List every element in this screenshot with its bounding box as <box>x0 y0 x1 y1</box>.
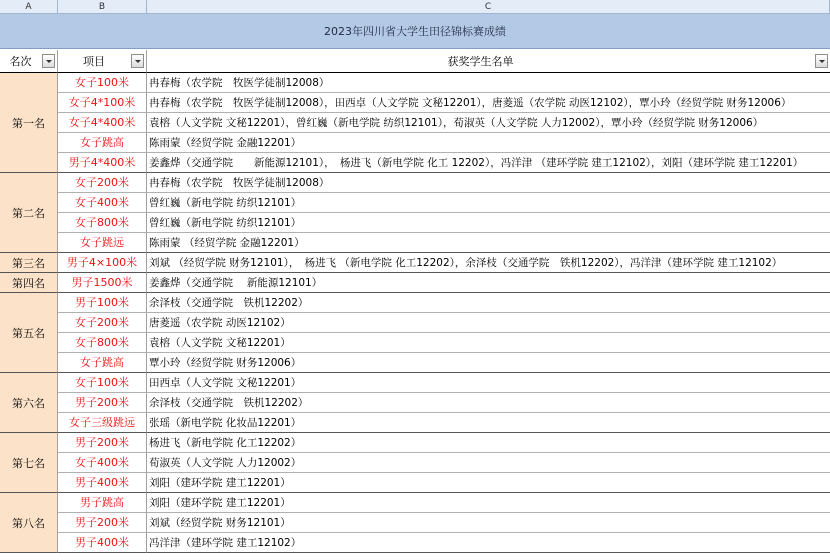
names-cell[interactable]: 姜鑫烨（交通学院 新能源12101） <box>147 273 830 293</box>
event-cell[interactable]: 女子4*400米 <box>58 113 147 133</box>
names-cell[interactable]: 刘阳（建环学院 建工12201） <box>147 473 830 493</box>
event-cell[interactable]: 男子200米 <box>58 433 147 453</box>
event-cell[interactable]: 女子跳高 <box>58 133 147 153</box>
event-cell[interactable]: 女子800米 <box>58 333 147 353</box>
names-cell[interactable]: 曾红巍（新电学院 纺织12101） <box>147 193 830 213</box>
names-cell[interactable]: 冉春梅（农学院 牧医学徒制12008） <box>147 73 830 93</box>
header-event[interactable] <box>58 50 147 73</box>
event-cell[interactable]: 女子200米 <box>58 313 147 333</box>
event-cell[interactable]: 男子4*400米 <box>58 153 147 173</box>
event-cell[interactable]: 女子跳高 <box>58 353 147 373</box>
rank-cell[interactable]: 第七名 <box>0 433 58 493</box>
names-cell[interactable]: 冉春梅（农学院 牧医学徒制12008），田西卓（人文学院 文秘12201），唐菱遥（农学院 动医12102），覃小玲（经贸学院 财务12006） <box>147 93 830 113</box>
rank-cell[interactable]: 第二名 <box>0 173 58 253</box>
event-cell[interactable]: 男子100米 <box>58 293 147 313</box>
names-cell[interactable]: 刘斌（经贸学院 财务12101） <box>147 513 830 533</box>
rank-cell[interactable]: 第四名 <box>0 273 58 293</box>
names-cell[interactable]: 袁榕（人文学院 文秘12201），曾红巍（新电学院 纺织12101），荀淑英（人文学院 人力12002），覃小玲（经贸学院 财务12006） <box>147 113 830 133</box>
names-cell[interactable]: 余泽枝（交通学院 铁机12202） <box>147 393 830 413</box>
names-cell[interactable]: 唐菱遥（农学院 动医12102） <box>147 313 830 333</box>
event-cell[interactable]: 女子4*100米 <box>58 93 147 113</box>
event-cell[interactable]: 男子400米 <box>58 533 147 553</box>
event-cell[interactable]: 男子跳高 <box>58 493 147 513</box>
names-cell[interactable]: 田西卓（人文学院 文秘12201） <box>147 373 830 393</box>
column-header-c[interactable]: C <box>147 0 830 14</box>
event-cell[interactable]: 女子三级跳远 <box>58 413 147 433</box>
rank-cell[interactable]: 第一名 <box>0 73 58 173</box>
column-header-b[interactable]: B <box>58 0 147 14</box>
names-cell[interactable]: 陈雨蒙（经贸学院 金融12201） <box>147 133 830 153</box>
rank-cell[interactable]: 第三名 <box>0 253 58 273</box>
filter-dropdown-icon[interactable] <box>815 54 828 68</box>
event-cell[interactable]: 男子4×100米 <box>58 253 147 273</box>
rank-cell[interactable]: 第五名 <box>0 293 58 373</box>
names-cell[interactable]: 姜鑫烨（交通学院 新能源12101）， 杨进飞（新电学院 化工 12202），冯洋津 （建环学院 建工12102），刘阳（建环学院 建工12201） <box>147 153 830 173</box>
names-cell[interactable]: 余泽枝（交通学院 铁机12202） <box>147 293 830 313</box>
header-event-label: 项目 <box>83 55 105 68</box>
event-cell[interactable]: 男子400米 <box>58 473 147 493</box>
names-cell[interactable]: 杨进飞（新电学院 化工12202） <box>147 433 830 453</box>
filter-dropdown-icon[interactable] <box>131 54 144 68</box>
names-cell[interactable]: 荀淑英（人文学院 人力12002） <box>147 453 830 473</box>
event-cell[interactable]: 女子400米 <box>58 453 147 473</box>
names-cell[interactable]: 刘斌 （经贸学院 财务12101）， 杨进飞 （新电学院 化工12202），余泽枝（交通学院 铁机12202），冯洋津（建环学院 建工12102） <box>147 253 830 273</box>
names-cell[interactable]: 袁榕（人文学院 文秘12201） <box>147 333 830 353</box>
header-rank[interactable] <box>0 50 58 73</box>
event-cell[interactable]: 男子1500米 <box>58 273 147 293</box>
event-cell[interactable]: 男子200米 <box>58 393 147 413</box>
column-header-a[interactable]: A <box>0 0 58 14</box>
names-cell[interactable]: 张瑶（新电学院 化妆品12201） <box>147 413 830 433</box>
header-rank-label: 名次 <box>9 55 32 68</box>
event-cell[interactable]: 女子400米 <box>58 193 147 213</box>
names-cell[interactable]: 覃小玲（经贸学院 财务12006） <box>147 353 830 373</box>
header-names-label: 获奖学生名单 <box>447 55 514 68</box>
event-cell[interactable]: 女子800米 <box>58 213 147 233</box>
event-cell[interactable]: 女子跳远 <box>58 233 147 253</box>
rank-cell[interactable]: 第八名 <box>0 493 58 553</box>
names-cell[interactable]: 冯洋津（建环学院 建工12102） <box>147 533 830 553</box>
names-cell[interactable]: 刘阳（建环学院 建工12201） <box>147 493 830 513</box>
event-cell[interactable]: 女子100米 <box>58 73 147 93</box>
filter-dropdown-icon[interactable] <box>42 54 55 68</box>
names-cell[interactable]: 陈雨蒙 （经贸学院 金融12201） <box>147 233 830 253</box>
sheet-title[interactable]: 2023年四川省大学生田径锦标赛成绩 <box>0 14 830 49</box>
header-names[interactable] <box>147 50 830 73</box>
event-cell[interactable]: 女子100米 <box>58 373 147 393</box>
event-cell[interactable]: 男子200米 <box>58 513 147 533</box>
names-cell[interactable]: 曾红巍（新电学院 纺织12101） <box>147 213 830 233</box>
event-cell[interactable]: 女子200米 <box>58 173 147 193</box>
names-cell[interactable]: 冉春梅（农学院 牧医学徒制12008） <box>147 173 830 193</box>
rank-cell[interactable]: 第六名 <box>0 373 58 433</box>
